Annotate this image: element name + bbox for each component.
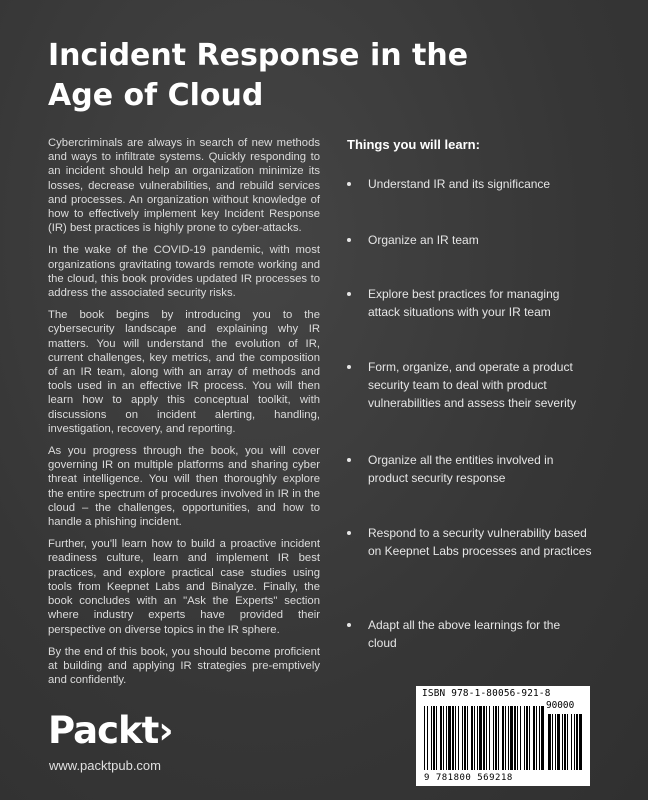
- book-title-line2: Age of Cloud: [48, 78, 264, 113]
- learn-item: [347, 358, 592, 412]
- barcode-bar: [427, 706, 428, 770]
- bullet-icon: [347, 623, 351, 627]
- barcode-bar: [477, 706, 478, 770]
- barcode-bar: [579, 714, 582, 770]
- barcode-bar: [526, 706, 528, 770]
- barcode-bar: [479, 706, 482, 770]
- bullet-icon: [347, 238, 351, 242]
- barcode-bar: [440, 706, 442, 770]
- barcode-bar: [524, 706, 525, 770]
- learn-item-text: Form, organize, and operate a product security team to deal with product vulnerabilities and assess their severity: [368, 360, 577, 410]
- barcode-bar: [567, 714, 568, 770]
- barcode-bar: [467, 706, 468, 770]
- learn-item-text: Adapt all the above learnings for the cloud: [368, 618, 561, 650]
- learn-item-text: Understand IR and its significance: [368, 177, 551, 191]
- publisher-url: www.packtpub.com: [49, 758, 161, 773]
- barcode-bar: [510, 706, 513, 770]
- barcode-bar: [433, 706, 435, 770]
- learn-item: [347, 524, 592, 560]
- barcode-bar: [486, 706, 487, 770]
- barcode-bar: [493, 706, 494, 770]
- barcode-bar: [576, 714, 578, 770]
- barcode-bar: [483, 706, 485, 770]
- barcode-bar: [557, 714, 560, 770]
- barcode-bar: [462, 706, 463, 770]
- bullet-icon: [347, 292, 351, 296]
- description-paragraph: Further, you'll learn how to build a proactive incident readiness culture, learn and implement IR best practices, and explore practical case studies using tools from Keepnet Labs and Binalyze. Finally, the book concludes with an "Ask the Experts" section where industry experts have provided their perspective on diverse topics in the IR sphere.: [48, 538, 320, 636]
- barcode-bar: [552, 714, 553, 770]
- barcode-bar: [448, 706, 451, 770]
- barcode-bar: [455, 706, 456, 770]
- barcode-bar: [489, 706, 490, 770]
- description-paragraph: The book begins by introducing you to the cybersecurity landscape and explaining why IR matters. You will understand the evolution of IR, current challenges, key metrics, and the composition of an IR team, along with an array of methods and tools used in an effective IR process. You will then learn how to apply this conceptual toolkit, with discussions on incident alerting, handling, investigation, recovery, and reporting.: [48, 309, 320, 435]
- barcode-bar: [520, 706, 521, 770]
- packt-logo: Packt›: [48, 709, 173, 752]
- bullet-icon: [347, 458, 351, 462]
- barcode-bar: [574, 714, 575, 770]
- barcode-bar: [564, 714, 566, 770]
- book-title-line1: Incident Response in the: [48, 38, 469, 73]
- barcode-bar: [502, 706, 504, 770]
- barcode-bar: [529, 706, 530, 770]
- barcode-bar: [562, 714, 563, 770]
- isbn-barcode: [416, 686, 590, 786]
- barcode-bar: [505, 706, 506, 770]
- bullet-icon: [347, 182, 351, 186]
- barcode-bars: [424, 700, 584, 772]
- learn-item: [347, 451, 592, 487]
- learn-item: [347, 616, 592, 652]
- barcode-bar: [548, 714, 551, 770]
- description-paragraph: By the end of this book, you should become proficient at building and applying IR strategies pre-emptively and confidently.: [48, 645, 320, 687]
- book-description: [48, 136, 320, 695]
- barcode-bar: [555, 714, 556, 770]
- learn-item-text: Organize an IR team: [368, 233, 479, 247]
- barcode-bar: [541, 706, 544, 770]
- description-paragraph: Cybercriminals are always in search of new methods and ways to infiltrate systems. Quickly responding to an incident should help an organization minimize its losses, decrease vulnerabilities, and rebuild services and processes. An organization without knowledge of how to effectively implement key Incident Response (IR) best practices is highly prone to cyber-attacks.: [48, 137, 320, 235]
- barcode-bar: [508, 706, 509, 770]
- barcode-bar: [474, 706, 475, 770]
- price-code: 90000: [546, 700, 575, 711]
- bullet-icon: [347, 531, 351, 535]
- learn-item: [347, 231, 592, 249]
- barcode-bar: [431, 706, 432, 770]
- barcode-bar: [443, 706, 444, 770]
- barcode-bar: [424, 706, 425, 770]
- barcode-bar: [536, 706, 537, 770]
- barcode-bar: [446, 706, 447, 770]
- book-title: [48, 36, 568, 116]
- learn-item: [347, 175, 592, 193]
- barcode-bar: [458, 706, 459, 770]
- description-paragraph: In the wake of the COVID-19 pandemic, with most organizations gravitating towards remote working and the cloud, this book provides updated IR processes to address the associated security risks.: [48, 244, 320, 300]
- barcode-bar: [495, 706, 497, 770]
- learn-item-text: Organize all the entities involved in product security response: [368, 453, 554, 485]
- barcode-number: 9 781800 569218: [424, 773, 513, 783]
- bullet-icon: [347, 365, 351, 369]
- learn-item: [347, 285, 592, 321]
- barcode-bar: [571, 714, 572, 770]
- barcode-bar: [514, 706, 516, 770]
- learn-heading: Things you will learn:: [347, 137, 480, 152]
- barcode-bar: [533, 706, 535, 770]
- barcode-bar: [498, 706, 499, 770]
- description-paragraph: As you progress through the book, you will cover governing IR on multiple platforms and sharing cyber threat intelligence. You will then thoroughly explore the entire spectrum of procedures involved in IR in the cloud – the challenges, opportunities, and how to handle a phishing incident.: [48, 445, 320, 529]
- barcode-bar: [471, 706, 473, 770]
- barcode-bar: [464, 706, 466, 770]
- learn-item-text: Explore best practices for managing attack situations with your IR team: [368, 287, 560, 319]
- learn-item-text: Respond to a security vulnerability based on Keepnet Labs processes and practices: [368, 526, 592, 558]
- barcode-bar: [517, 706, 518, 770]
- isbn-text: ISBN 978-1-80056-921-8: [422, 688, 551, 699]
- barcode-bar: [452, 706, 454, 770]
- barcode-bar: [539, 706, 540, 770]
- barcode-bar: [436, 706, 437, 770]
